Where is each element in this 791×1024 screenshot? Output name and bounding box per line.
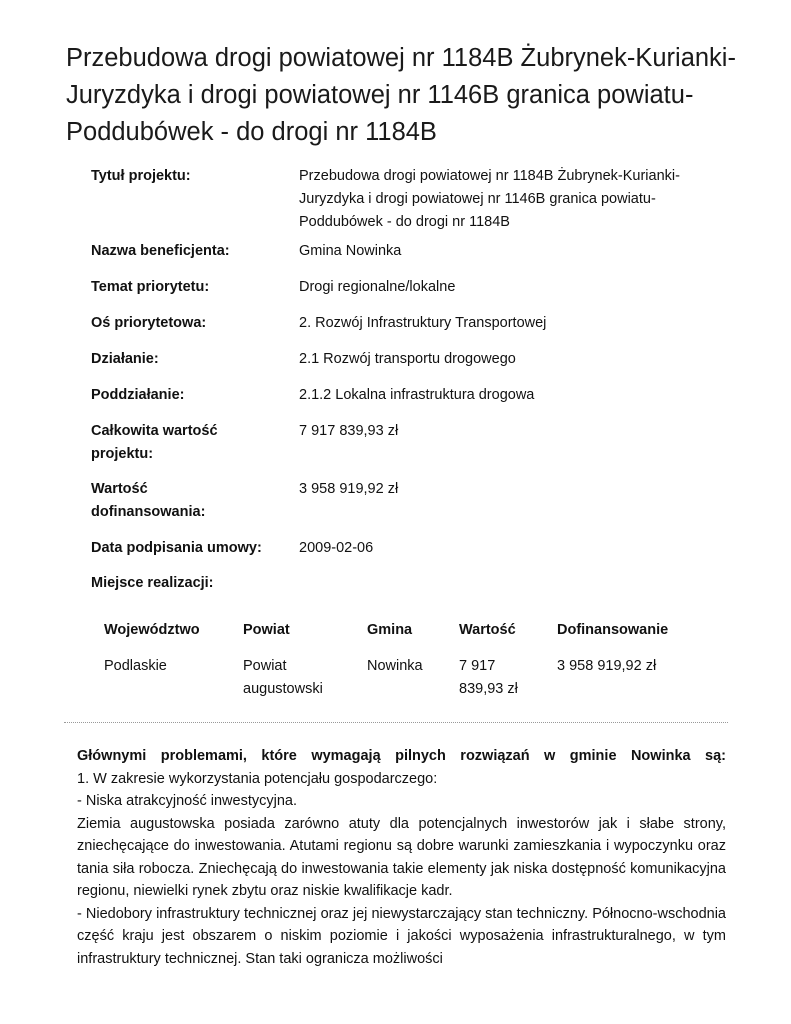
info-value: 3 958 919,92 zł: [299, 481, 399, 497]
column-header: Powiat: [243, 622, 290, 638]
column-header: Wartość: [459, 622, 516, 638]
page-title: Przebudowa drogi powiatowej nr 1184B Żubrynek-Kurianki-Juryzdyka i drogi powiatowej nr 1146B granica powiatu- Poddubówek - do drogi nr 1184B: [66, 44, 736, 146]
description-paragraph: 1. W zakresie wykorzystania potencjału gospodarczego:: [77, 770, 438, 787]
info-value: 7 917 839,93 zł: [299, 423, 399, 439]
table-cell: 3 958 919,92 zł: [557, 658, 657, 674]
info-label: Działanie:: [91, 351, 159, 367]
table-cell: Nowinka: [367, 658, 423, 674]
info-label: Miejsce realizacji:: [91, 575, 214, 591]
column-header: Województwo: [104, 622, 200, 638]
project-info: [91, 165, 731, 602]
info-row-total-value: [91, 420, 731, 478]
info-row-priority-axis: [91, 312, 731, 348]
info-value: 2.1.2 Lokalna infrastruktura drogowa: [299, 387, 535, 403]
info-value: 2. Rozwój Infrastruktury Transportowej: [299, 315, 547, 331]
info-row-sub-action: [91, 384, 731, 420]
info-label: Wartość dofinansowania:: [91, 481, 206, 520]
table-cell: Podlaskie: [104, 658, 167, 674]
info-row-funding-value: [91, 478, 731, 537]
info-row-project-title: [91, 165, 731, 240]
info-label: Nazwa beneficjenta:: [91, 243, 230, 259]
info-label: Temat priorytetu:: [91, 279, 210, 295]
info-value: Przebudowa drogi powiatowej nr 1184B Żubrynek-Kurianki-Juryzdyka i drogi powiatowej nr 1146B granica powiatu- Poddubówek - do drogi nr 1184B: [299, 168, 680, 230]
info-value: [299, 572, 694, 602]
description-lead: Głównymi problemami, które wymagają pilnych rozwiązań w gminie Nowinka są:: [77, 748, 726, 764]
column-header: Gmina: [367, 622, 413, 638]
project-description: [77, 745, 726, 970]
info-row-signing-date: [91, 537, 731, 572]
table-cell: 7 917 839,93 zł: [459, 658, 518, 697]
info-value: 2.1 Rozwój transportu drogowego: [299, 351, 516, 367]
table-cell: Powiat augustowski: [243, 658, 323, 697]
info-label: Data podpisania umowy:: [91, 540, 262, 556]
info-value: 2009-02-06: [299, 540, 374, 556]
location-table: [91, 619, 731, 701]
column-header: Dofinansowanie: [557, 622, 669, 638]
info-value: Drogi regionalne/lokalne: [299, 279, 456, 295]
table-header-row: [91, 619, 731, 655]
table-row: [91, 655, 731, 701]
info-value: Gmina Nowinka: [299, 243, 402, 259]
info-row-location: [91, 572, 731, 602]
description-paragraph: - Niedobory infrastruktury technicznej oraz jej niewystarczający stan techniczny. Północno-wschodnia część kraju jest obszarem o niskim poziomie i jakości wyposażenia infrastrukturalnego, w tym infrastruktury technicznej. Stan taki ogranicza możliwości: [77, 905, 726, 967]
description-paragraph: - Niska atrakcyjność inwestycyjna.: [77, 793, 297, 809]
info-label: Tytuł projektu:: [91, 168, 191, 184]
description-paragraph: Ziemia augustowska posiada zarówno atuty dla potencjalnych inwestorów jak i słabe strony, zniechęcające do inwestowania. Atutami regionu są dobre warunki zamieszkania i wypoczynku oraz tania siła robocza. Zniechęcają do inwestowania takie elementy jak niska dostępność komunikacyjna regionu, niewielki rynek zbytu oraz niskie kwalifikacje kadr.: [77, 815, 726, 899]
info-label: Oś priorytetowa:: [91, 315, 207, 331]
info-row-action: [91, 348, 731, 384]
info-label: Całkowita wartość projektu:: [91, 423, 218, 462]
info-row-priority-topic: [91, 276, 731, 312]
divider: [64, 722, 728, 723]
info-row-beneficiary: [91, 240, 731, 276]
info-label: Poddziałanie:: [91, 387, 185, 403]
